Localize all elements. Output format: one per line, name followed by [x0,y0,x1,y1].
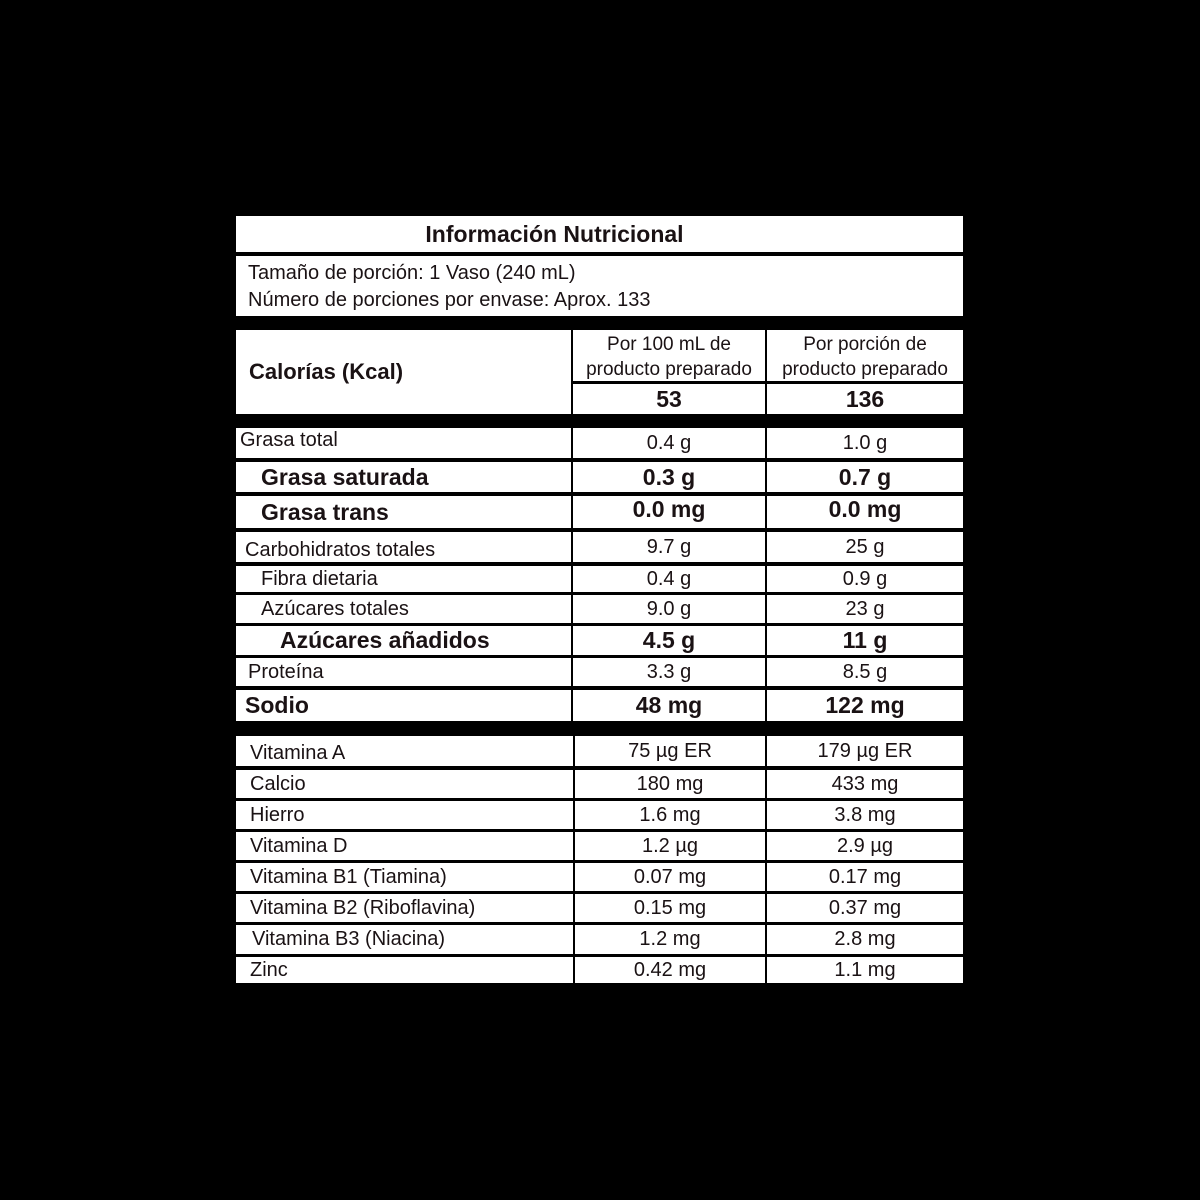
nutrient-per-100ml: 48 mg [573,690,765,721]
micronutrient-per-serving: 1.1 mg [767,957,963,983]
nutrient-row [236,595,963,623]
micronutrient-row [236,863,963,891]
nutrient-row [236,658,963,686]
micronutrient-row [236,770,963,798]
nutrient-row [236,690,963,721]
micronutrient-row [236,832,963,860]
micronutrient-per-100ml: 1.6 mg [575,801,765,829]
micronutrient-row [236,925,963,954]
nutrient-row [236,626,963,655]
nutrient-row [236,566,963,592]
micronutrient-per-100ml: 180 mg [575,770,765,798]
nutrient-name: Grasa total [236,428,571,458]
nutrient-name: Proteína [236,658,571,686]
micronutrient-per-serving: 3.8 mg [767,801,963,829]
nutrient-per-serving: 23 g [767,595,963,623]
micronutrient-per-100ml: 0.15 mg [575,894,765,922]
micronutrient-row [236,957,963,983]
nutrient-per-100ml: 9.0 g [573,595,765,623]
micronutrient-per-100ml: 0.42 mg [575,957,765,983]
column-header-per-serving [767,330,963,381]
micronutrient-per-serving: 433 mg [767,770,963,798]
nutrient-per-serving: 11 g [767,626,963,655]
nutrient-name: Grasa trans [236,496,571,528]
nutrient-per-serving: 25 g [767,532,963,562]
column-header-line: Por 100 mL de [607,334,731,355]
micronutrient-row [236,801,963,829]
servings-per-container: Número de porciones por envase: Aprox. 133 [248,289,651,311]
calories-label: Calorías (Kcal) [236,330,571,414]
nutrient-per-serving: 0.7 g [767,462,963,492]
micronutrient-per-serving: 2.8 mg [767,925,963,954]
calories-per-serving: 136 [767,384,963,414]
micronutrient-row [236,894,963,922]
nutrient-per-serving: 122 mg [767,690,963,721]
micronutrient-name: Calcio [236,770,573,798]
nutrient-per-100ml: 3.3 g [573,658,765,686]
nutrient-per-100ml: 0.0 mg [573,496,765,528]
micronutrient-name: Vitamina D [236,832,573,860]
label-title: Información Nutricional [236,216,963,252]
micronutrient-name: Zinc [236,957,573,983]
micronutrient-per-serving: 2.9 µg [767,832,963,860]
serving-info [236,256,963,316]
nutrient-name: Azúcares añadidos [236,626,571,655]
micronutrient-row [236,736,963,766]
micronutrient-per-100ml: 75 µg ER [575,736,765,766]
micronutrient-per-100ml: 1.2 mg [575,925,765,954]
column-header-line: producto preparado [782,359,948,380]
nutrient-per-100ml: 9.7 g [573,532,765,562]
nutrient-per-100ml: 4.5 g [573,626,765,655]
micronutrient-per-serving: 179 µg ER [767,736,963,766]
nutrient-name: Carbohidratos totales [236,532,571,562]
nutrient-name: Grasa saturada [236,462,571,492]
calories-per-100ml: 53 [573,384,765,414]
nutrient-per-serving: 0.0 mg [767,496,963,528]
micronutrient-name: Vitamina B1 (Tiamina) [236,863,573,891]
micronutrient-name: Hierro [236,801,573,829]
micronutrient-name: Vitamina A [236,736,573,766]
column-header-per-100ml [573,330,765,381]
nutrient-row [236,532,963,562]
nutrient-name: Fibra dietaria [236,566,571,592]
column-header-line: Por porción de [803,334,927,355]
nutrient-per-100ml: 0.4 g [573,566,765,592]
nutrient-per-100ml: 0.3 g [573,462,765,492]
micronutrient-name: Vitamina B2 (Riboflavina) [236,894,573,922]
column-header-line: producto preparado [586,359,752,380]
micronutrient-name: Vitamina B3 (Niacina) [236,925,573,954]
serving-size: Tamaño de porción: 1 Vaso (240 mL) [248,262,576,284]
nutrient-per-100ml: 0.4 g [573,428,765,458]
nutrient-per-serving: 1.0 g [767,428,963,458]
nutrient-name: Azúcares totales [236,595,571,623]
micronutrient-per-serving: 0.37 mg [767,894,963,922]
nutrient-per-serving: 0.9 g [767,566,963,592]
nutrient-per-serving: 8.5 g [767,658,963,686]
nutrient-name: Sodio [236,690,571,721]
nutrient-row [236,496,963,528]
micronutrient-per-100ml: 1.2 µg [575,832,765,860]
nutrient-row [236,428,963,458]
micronutrient-per-100ml: 0.07 mg [575,863,765,891]
micronutrient-per-serving: 0.17 mg [767,863,963,891]
nutrient-row [236,462,963,492]
